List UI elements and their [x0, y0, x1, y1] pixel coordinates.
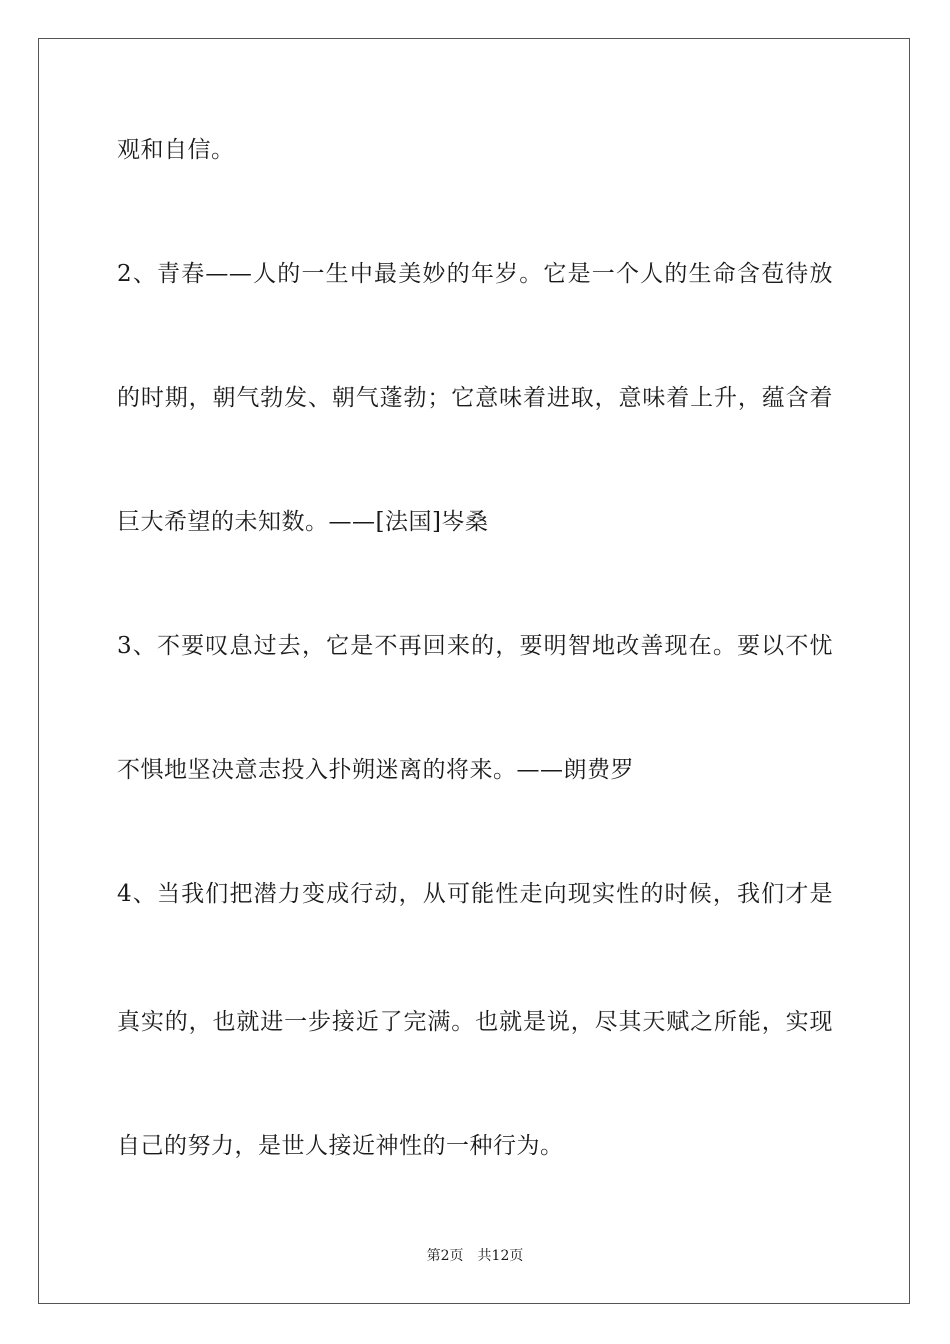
text-line-1: 观和自信。: [117, 137, 235, 163]
text-line-3: 的时期，朝气勃发、朝气蓬勃；它意味着进取，意味着上升，蕴含着: [117, 385, 833, 411]
text-line-7: 4、当我们把潜力变成行动，从可能性走向现实性的时候，我们才是: [117, 881, 833, 907]
text-line-8: 真实的，也就进一步接近了完满。也就是说，尽其天赋之所能，实现: [117, 1009, 833, 1035]
text-line-2: 2、青春——人的一生中最美妙的年岁。它是一个人的生命含苞待放: [117, 261, 833, 287]
page-total: 共12页: [477, 1248, 524, 1264]
text-line-9: 自己的努力，是世人接近神性的一种行为。: [117, 1133, 564, 1159]
page-number: 第2页: [426, 1248, 464, 1264]
text-line-6: 不惧地坚决意志投入扑朔迷离的将来。——朗费罗: [117, 757, 634, 783]
text-line-4: 巨大希望的未知数。——[法国]岑桑: [117, 509, 489, 535]
page-border: [38, 38, 910, 1304]
page-footer: [0, 1247, 950, 1265]
text-line-5: 3、不要叹息过去，它是不再回来的，要明智地改善现在。要以不忧: [117, 633, 833, 659]
